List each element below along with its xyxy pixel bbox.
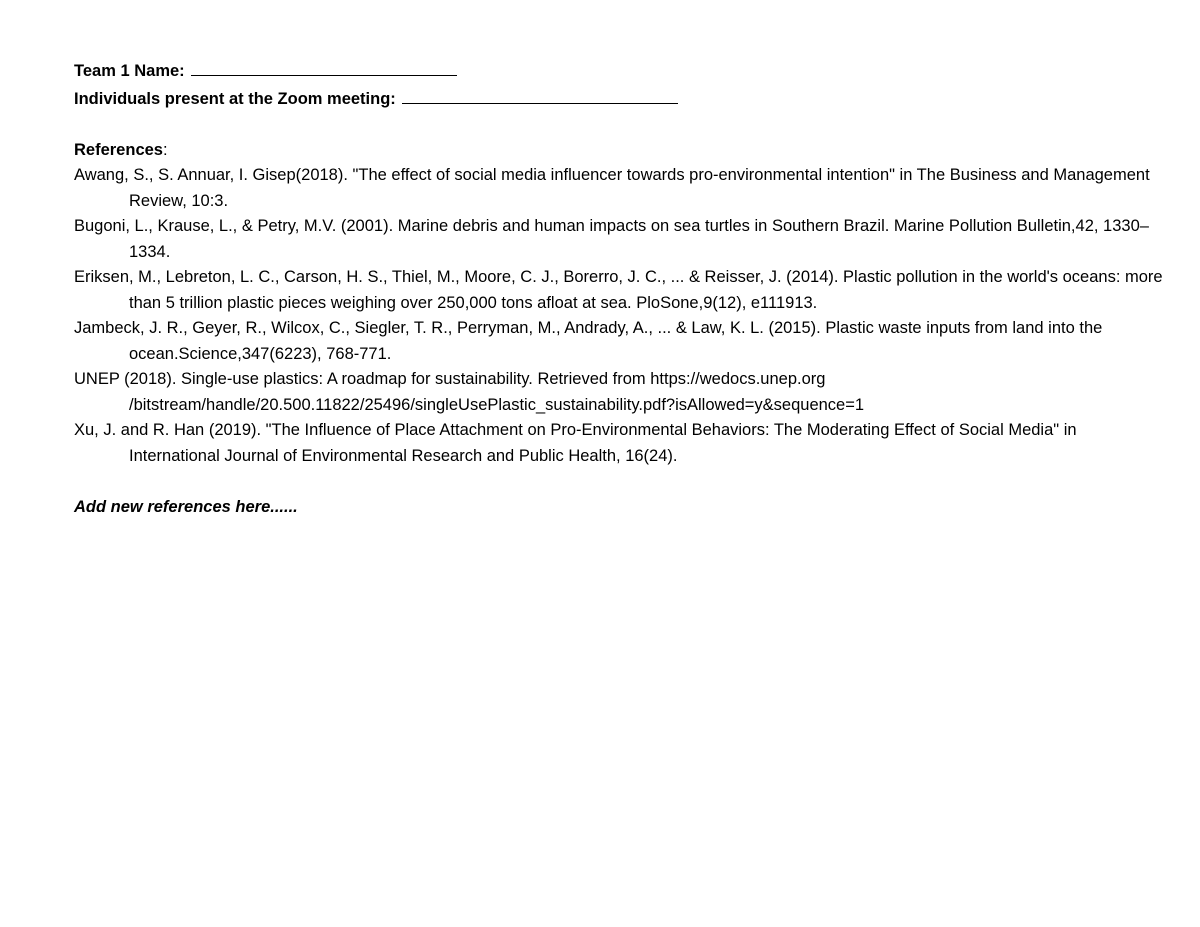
reference-item: Awang, S., S. Annuar, I. Gisep(2018). "The effect of social media influencer towards pro-environmental intention" in The Business and Management Review, 10:3. (74, 166, 1150, 210)
reference-item: Xu, J. and R. Han (2019). "The Influence of Place Attachment on Pro-Environmental Behaviors: The Moderating Effect of Social Media" in International Journal of Environmental Research and Public Health, 16(24). (74, 421, 1077, 465)
reference-item: UNEP (2018). Single-use plastics: A roadmap for sustainability. Retrieved from https://wedocs.unep.org /bitstream/handle/20.500.11822/25496/singleUsePlastic_sustainability.pdf?isAllowed=y&sequence=1 (74, 370, 865, 414)
document-page (74, 57, 1163, 520)
team-name-line (74, 57, 1134, 85)
spacer (74, 469, 1134, 495)
references-heading-text: References (74, 140, 163, 159)
team-name-blank[interactable] (191, 57, 457, 76)
individuals-line (74, 85, 1134, 113)
references-heading (74, 138, 1134, 164)
individuals-label: Individuals present at the Zoom meeting: (74, 89, 396, 108)
reference-item: Eriksen, M., Lebreton, L. C., Carson, H. S., Thiel, M., Moore, C. J., Borerro, J. C., ... & Reisser, J. (2014). Plastic pollution in the world's oceans: more than 5 trillion plastic pieces weighing over 250,000 tons afloat at sea. PloSone,9(12), e111913. (74, 268, 1163, 312)
individuals-blank[interactable] (402, 85, 678, 104)
reference-item: Bugoni, L., Krause, L., & Petry, M.V. (2001). Marine debris and human impacts on sea turtles in Southern Brazil. Marine Pollution Bulletin,42, 1330–1334. (74, 217, 1149, 261)
references-heading-colon: : (162, 140, 168, 159)
team-name-label: Team 1 Name: (74, 62, 185, 80)
references-list (74, 163, 1163, 469)
add-new-references-prompt: Add new references here...... (74, 497, 298, 516)
spacer (74, 112, 1134, 138)
reference-item: Jambeck, J. R., Geyer, R., Wilcox, C., Siegler, T. R., Perryman, M., Andrady, A., ... & Law, K. L. (2015). Plastic waste inputs from land into the ocean.Science,347(6223), 768-771. (74, 319, 1103, 363)
